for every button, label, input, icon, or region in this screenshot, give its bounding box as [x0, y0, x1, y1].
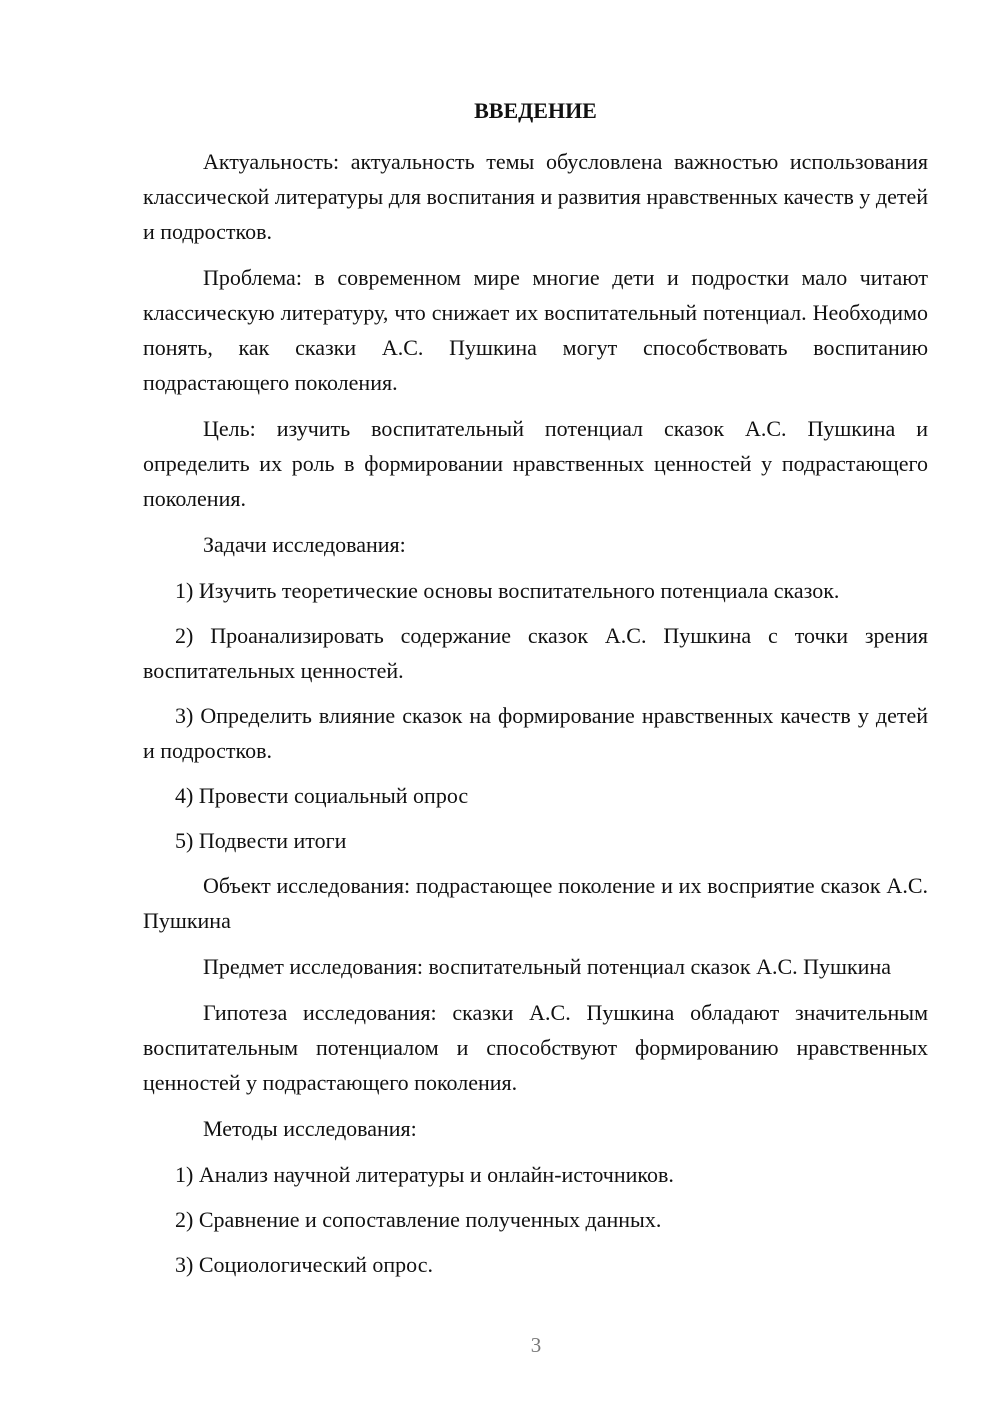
tasks-heading: Задачи исследования:: [203, 532, 406, 557]
task-item-3: 3) Определить влияние сказок на формирование нравственных качеств у детей и подростков.: [143, 703, 928, 763]
paragraph-goal: Цель: изучить воспитательный потенциал сказок А.С. Пушкина и определить их роль в формировании нравственных ценностей у подрастающего поколения.: [143, 416, 928, 511]
method-item-1: 1) Анализ научной литературы и онлайн-источников.: [175, 1162, 674, 1187]
methods-heading: Методы исследования:: [203, 1116, 417, 1141]
method-item-3: 3) Социологический опрос.: [175, 1252, 433, 1277]
task-item-5: 5) Подвести итоги: [175, 828, 347, 853]
paragraph-problem: Проблема: в современном мире многие дети и подростки мало читают классическую литературу, что снижает их воспитательный потенциал. Необходимо понять, как сказки А.С. Пушкина могут способствовать воспитанию подрастающего поколения.: [143, 265, 928, 395]
page-title: ВВЕДЕНИЕ: [474, 98, 597, 123]
page-number: 3: [530, 1333, 542, 1357]
paragraph-subject: Предмет исследования: воспитательный потенциал сказок А.С. Пушкина: [203, 954, 891, 979]
paragraph-hypothesis: Гипотеза исследования: сказки А.С. Пушкина обладают значительным воспитательным потенциалом и способствуют формированию нравственных ценностей у подрастающего поколения.: [143, 1000, 928, 1095]
paragraph-object: Объект исследования: подрастающее поколение и их восприятие сказок А.С. Пушкина: [143, 873, 928, 933]
method-item-2: 2) Сравнение и сопоставление полученных данных.: [175, 1207, 662, 1232]
task-item-1: 1) Изучить теоретические основы воспитательного потенциала сказок.: [175, 578, 840, 603]
paragraph-relevance: Актуальность: актуальность темы обусловлена важностью использования классической литературы для воспитания и развития нравственных качеств у детей и подростков.: [143, 149, 928, 244]
task-item-2: 2) Проанализировать содержание сказок А.С. Пушкина с точки зрения воспитательных ценностей.: [143, 623, 928, 683]
task-item-4: 4) Провести социальный опрос: [175, 783, 469, 808]
document-page: [143, 96, 928, 1292]
